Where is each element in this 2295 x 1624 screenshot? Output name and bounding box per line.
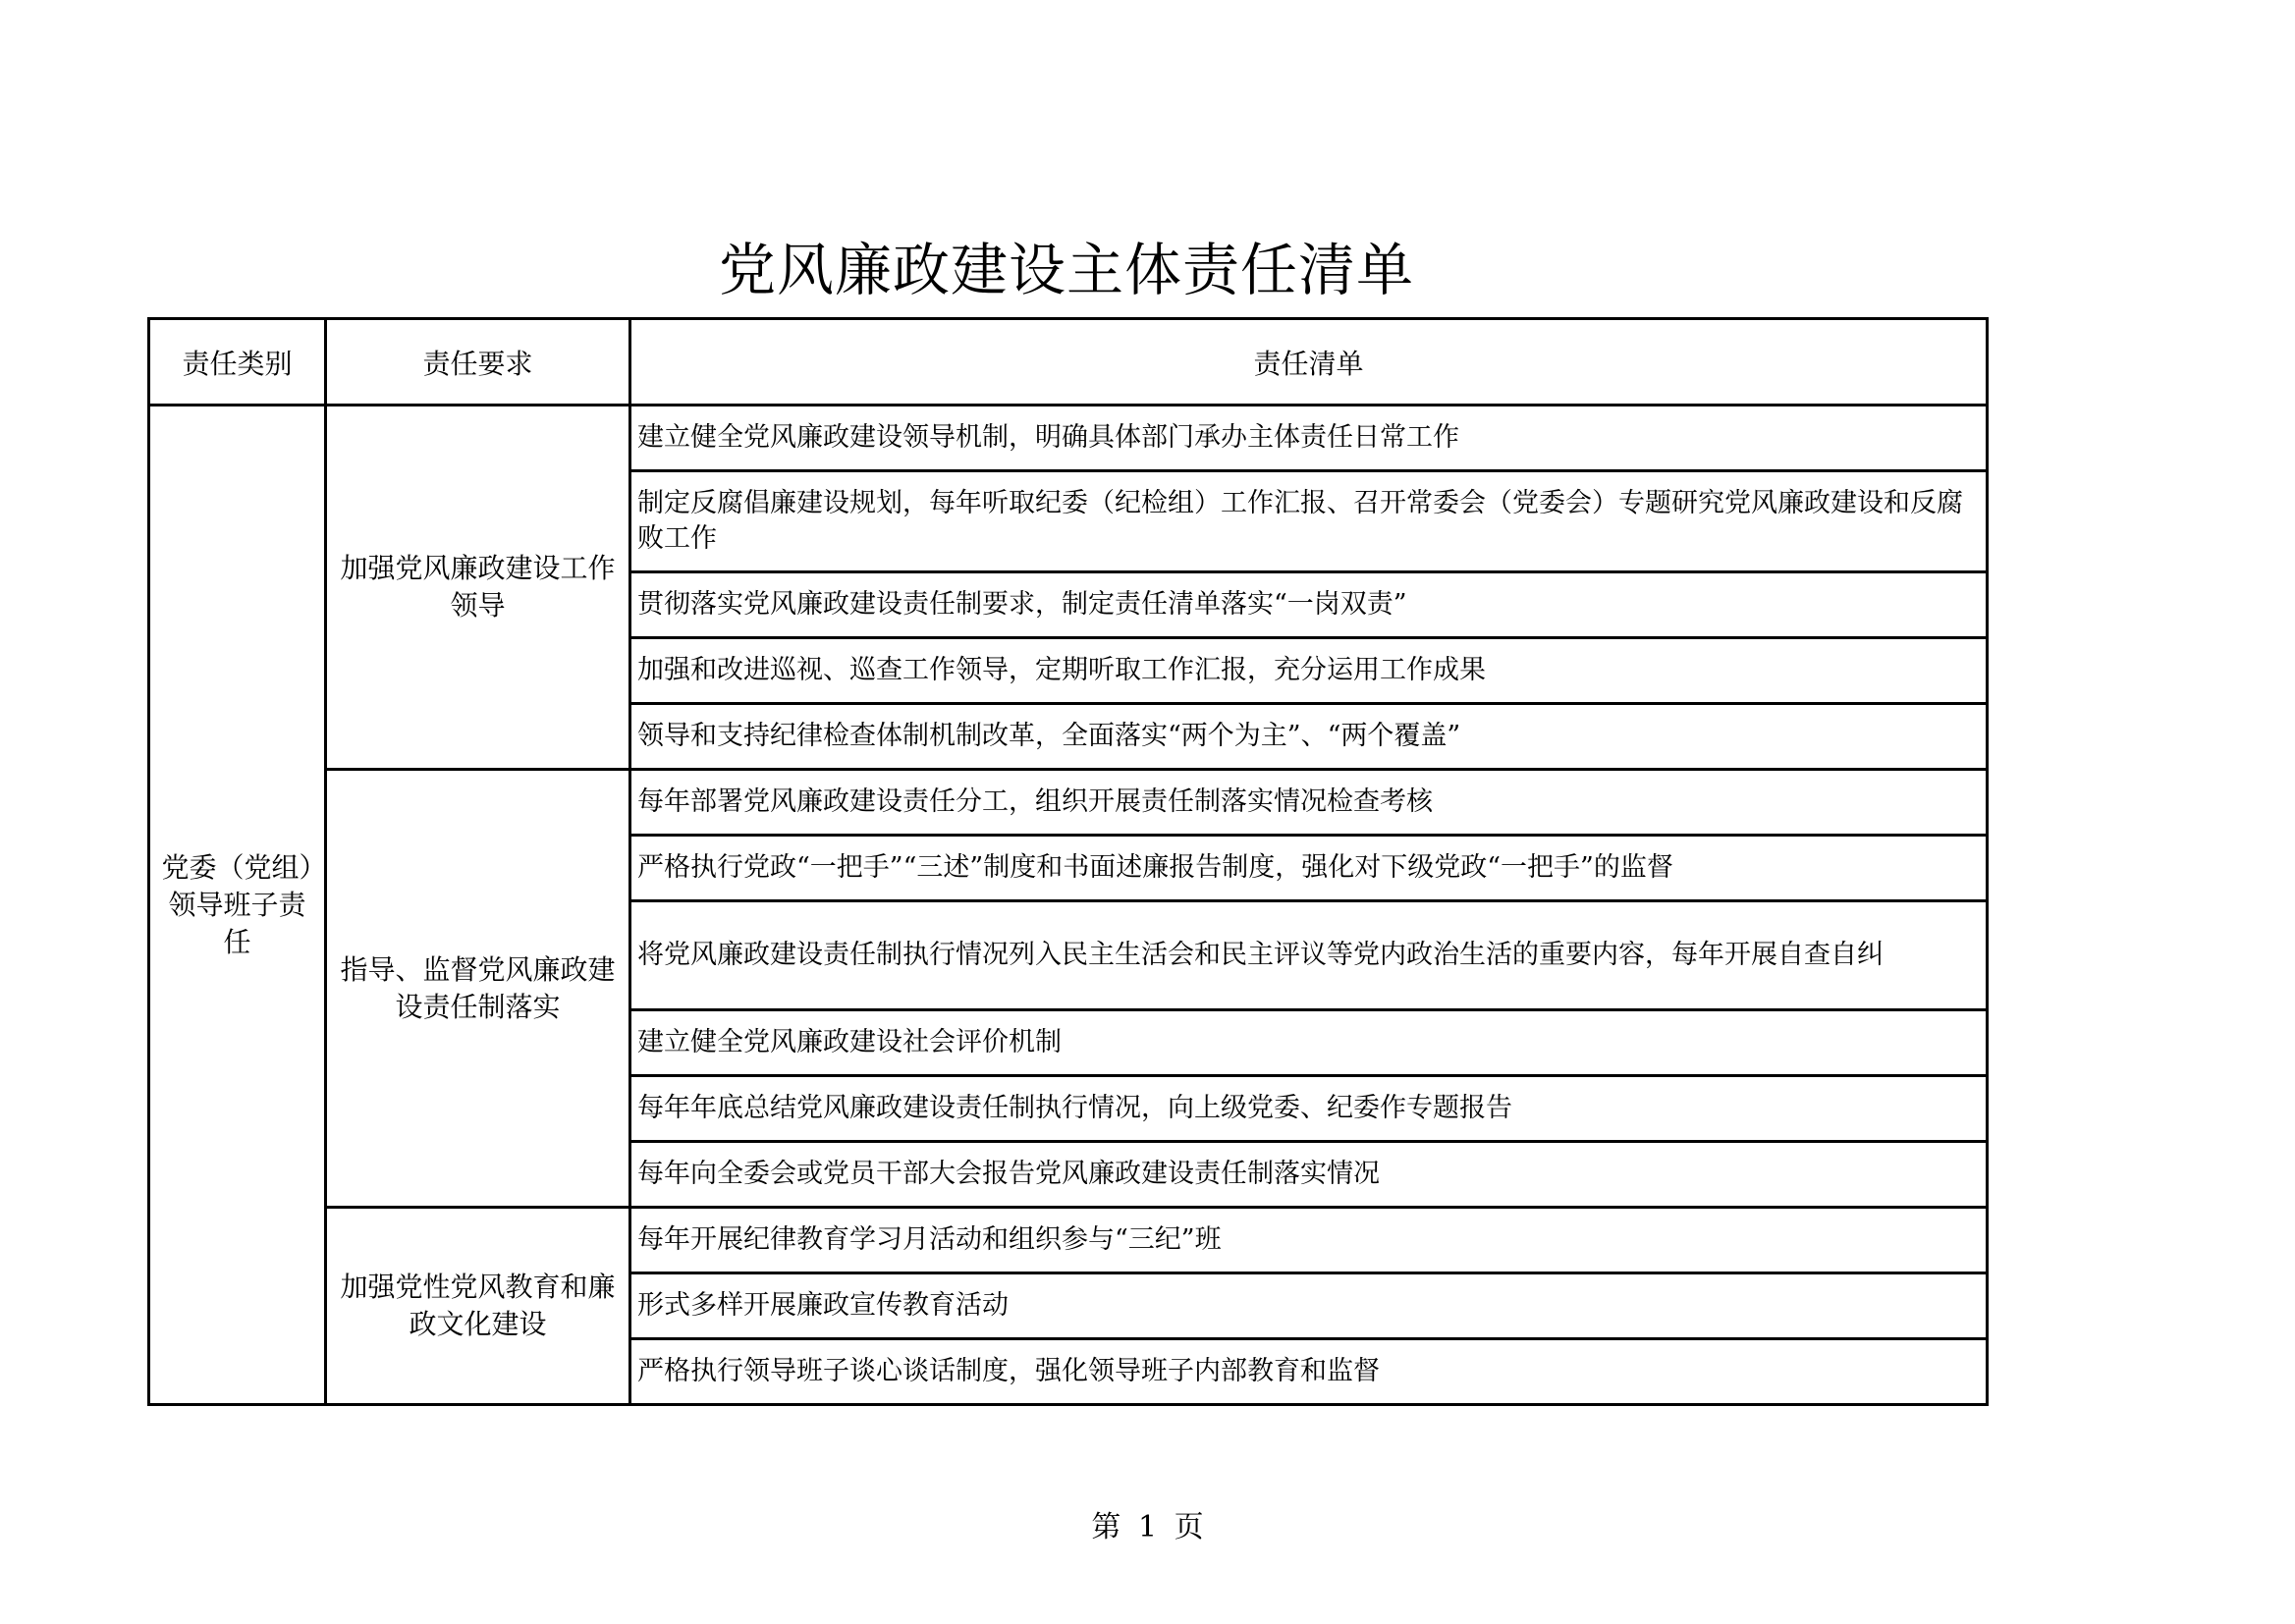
list-item: 每年年底总结党风廉政建设责任制执行情况，向上级党委、纪委作专题报告 xyxy=(630,1076,1988,1142)
header-category: 责任类别 xyxy=(149,319,326,406)
list-item: 形式多样开展廉政宣传教育活动 xyxy=(630,1273,1988,1339)
header-list: 责任清单 xyxy=(630,319,1988,406)
list-item: 建立健全党风廉政建设领导机制，明确具体部门承办主体责任日常工作 xyxy=(630,406,1988,471)
document-title: 党风廉政建设主体责任清单 xyxy=(718,237,1414,303)
table-header-row xyxy=(149,319,1988,406)
category-cell: 党委（党组）领导班子责任 xyxy=(149,406,326,1405)
list-item: 严格执行领导班子谈心谈话制度，强化领导班子内部教育和监督 xyxy=(630,1339,1988,1405)
table-row xyxy=(149,406,1988,471)
list-item: 每年向全委会或党员干部大会报告党风廉政建设责任制落实情况 xyxy=(630,1142,1988,1208)
list-item: 领导和支持纪律检查体制机制改革，全面落实“两个为主”、“两个覆盖” xyxy=(630,704,1988,770)
responsibility-table xyxy=(147,317,1989,1406)
requirement-cell: 加强党风廉政建设工作领导 xyxy=(326,406,630,770)
list-item: 每年开展纪律教育学习月活动和组织参与“三纪”班 xyxy=(630,1208,1988,1273)
list-item: 严格执行党政“一把手”“三述”制度和书面述廉报告制度，强化对下级党政“一把手”的监督 xyxy=(630,836,1988,901)
requirement-cell: 指导、监督党风廉政建设责任制落实 xyxy=(326,770,630,1208)
list-item: 制定反腐倡廉建设规划，每年听取纪委（纪检组）工作汇报、召开常委会（党委会）专题研究党风廉政建设和反腐败工作 xyxy=(630,471,1988,572)
list-item: 每年部署党风廉政建设责任分工，组织开展责任制落实情况检查考核 xyxy=(630,770,1988,836)
requirement-cell: 加强党性党风教育和廉政文化建设 xyxy=(326,1208,630,1405)
table-row xyxy=(149,1208,1988,1273)
list-item: 贯彻落实党风廉政建设责任制要求，制定责任清单落实“一岗双责” xyxy=(630,572,1988,638)
table-row xyxy=(149,770,1988,836)
header-requirement: 责任要求 xyxy=(326,319,630,406)
list-item: 加强和改进巡视、巡查工作领导，定期听取工作汇报，充分运用工作成果 xyxy=(630,638,1988,704)
page-number: 第 1 页 xyxy=(1091,1510,1204,1544)
list-item: 建立健全党风廉政建设社会评价机制 xyxy=(630,1010,1988,1076)
list-item: 将党风廉政建设责任制执行情况列入民主生活会和民主评议等党内政治生活的重要内容，每年开展自查自纠 xyxy=(630,901,1988,1010)
